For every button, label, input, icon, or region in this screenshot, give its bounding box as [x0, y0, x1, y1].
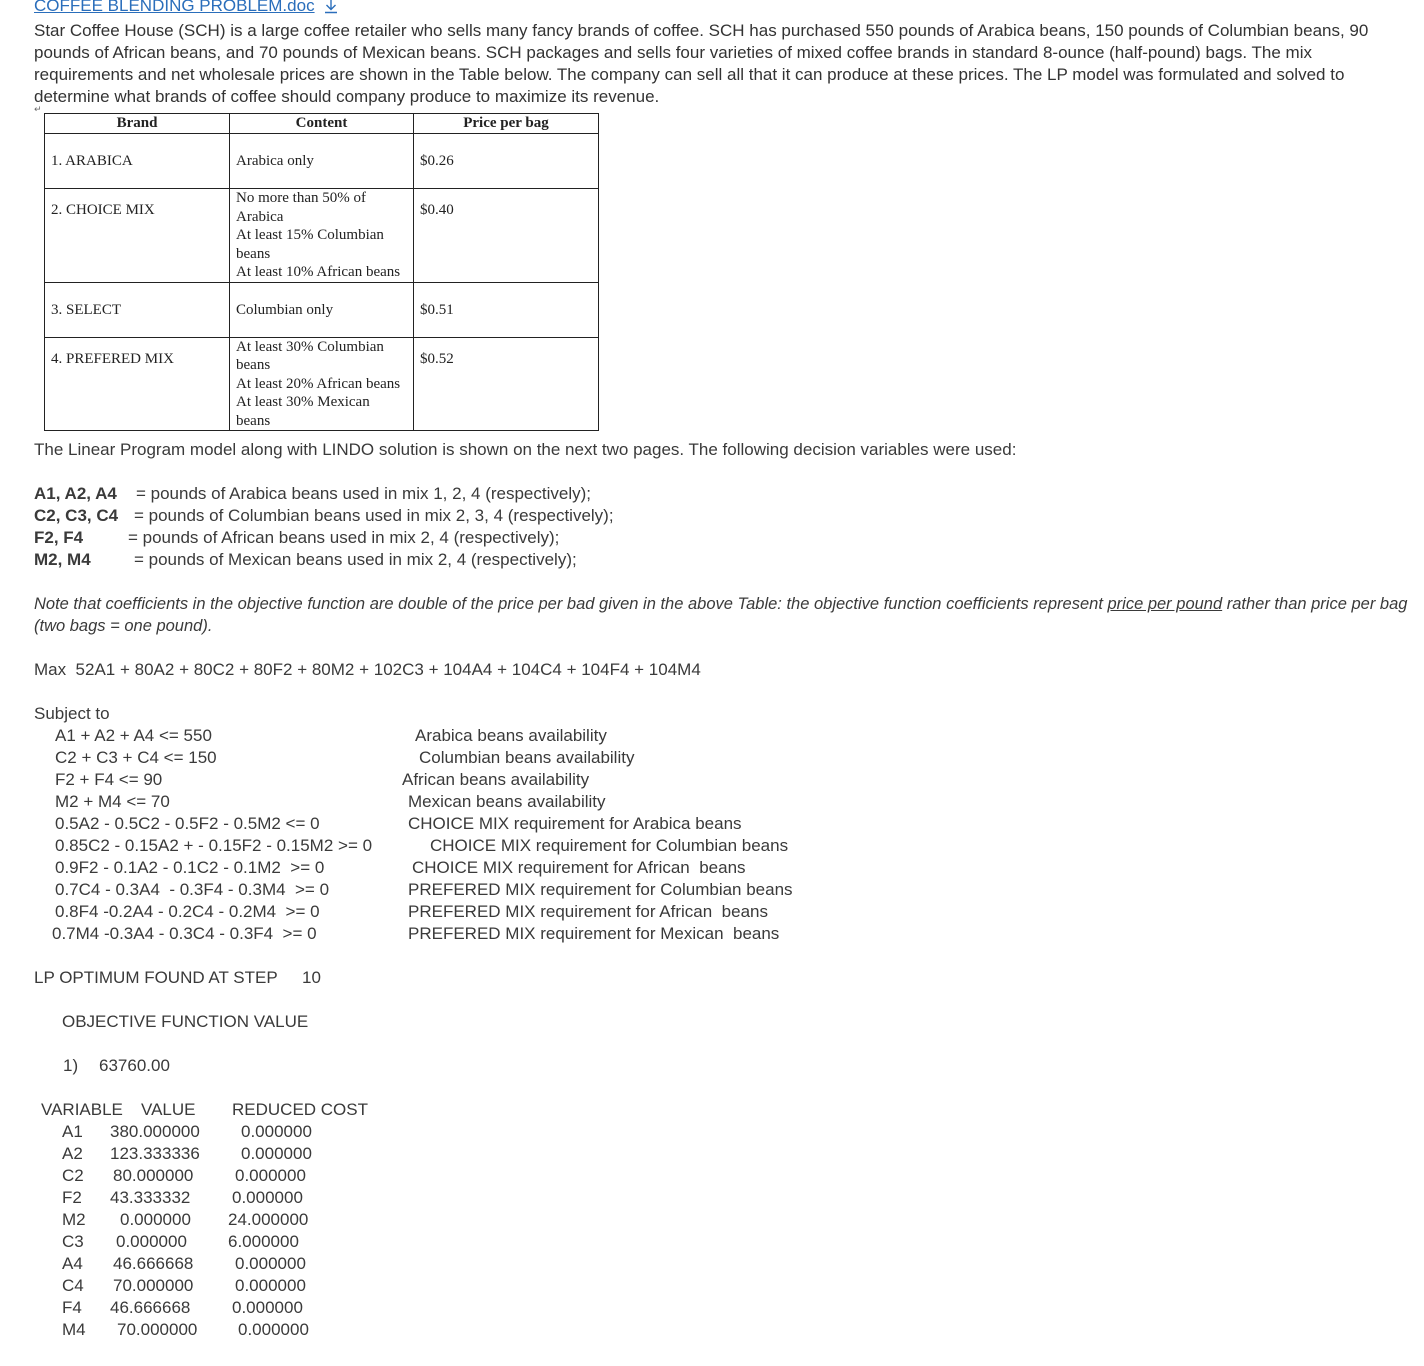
solution-reduced-cost: 0.000000	[232, 1298, 303, 1317]
brand-table	[44, 113, 599, 431]
constraint-label: CHOICE MIX requirement for African beans	[412, 858, 746, 877]
solution-value: 80.000000	[113, 1166, 194, 1185]
content-line: At least 10% African beans	[236, 264, 401, 280]
constraint-label: PREFERED MIX requirement for African beans	[408, 902, 768, 921]
content-line: beans	[236, 245, 271, 262]
solution-value: 46.666668	[110, 1298, 191, 1317]
solution-variable: A4	[62, 1254, 83, 1273]
table-row	[45, 134, 599, 189]
constraint-expr: 0.7M4 -0.3A4 - 0.3C4 - 0.3F4 >= 0	[52, 924, 317, 943]
note-line-1	[34, 593, 1407, 615]
brand-cell: 4. PREFERED MIX	[45, 337, 230, 431]
note-line-2: (two bags = one pound).	[34, 617, 213, 635]
note-text-after: rather than price per bag	[1222, 595, 1408, 613]
solution-value: 70.000000	[113, 1276, 194, 1295]
solution-variable: M2	[62, 1210, 86, 1229]
content-line: Columbian only	[236, 301, 334, 318]
solution-value: 0.000000	[120, 1210, 191, 1229]
solution-variable: C4	[62, 1276, 84, 1295]
download-icon[interactable]	[322, 0, 340, 22]
constraint-expr: C2 + C3 + C4 <= 150	[55, 748, 217, 767]
solution-variable: C3	[62, 1232, 84, 1251]
constraint-label: Columbian beans availability	[419, 748, 635, 767]
solution-value: 70.000000	[117, 1320, 198, 1339]
solution-value: 0.000000	[116, 1232, 187, 1251]
table-row	[45, 189, 599, 283]
solution-reduced-cost: 0.000000	[235, 1166, 306, 1185]
solution-reduced-cost: 0.000000	[241, 1122, 312, 1141]
content-line: At least 15% Columbian	[236, 227, 384, 243]
solution-variable: A2	[62, 1144, 83, 1163]
solution-variable: M4	[62, 1320, 86, 1339]
brand-cell: 2. CHOICE MIX	[45, 189, 230, 283]
col-header-value: VALUE	[141, 1100, 196, 1119]
constraint-expr: 0.8F4 -0.2A4 - 0.2C4 - 0.2M4 >= 0	[55, 902, 320, 921]
table-header-row	[45, 114, 599, 134]
note-underlined: price per pound	[1107, 595, 1223, 613]
variable-name: C2, C3, C4	[34, 506, 119, 525]
header-brand: Brand	[45, 114, 230, 134]
constraint-expr: 0.85C2 - 0.15A2 + - 0.15F2 - 0.15M2 >= 0	[55, 836, 373, 855]
solution-reduced-cost: 0.000000	[235, 1276, 306, 1295]
variable-name: F2, F4	[34, 528, 84, 547]
optimum-step: 10	[302, 968, 321, 987]
objective-value-label: OBJECTIVE FUNCTION VALUE	[62, 1012, 309, 1031]
solution-value: 46.666668	[113, 1254, 194, 1273]
solution-value: 123.333336	[110, 1144, 200, 1163]
content-line: Arabica	[236, 208, 284, 225]
content-line: No more than 50% of	[236, 190, 366, 206]
header-price: Price per bag	[414, 114, 599, 134]
solution-value: 43.333332	[110, 1188, 191, 1207]
solution-reduced-cost: 0.000000	[235, 1254, 306, 1273]
constraint-expr: 0.7C4 - 0.3A4 - 0.3F4 - 0.3M4 >= 0	[55, 880, 330, 899]
constraint-expr: 0.9F2 - 0.1A2 - 0.1C2 - 0.1M2 >= 0	[55, 858, 325, 877]
variable-name: M2, M4	[34, 550, 91, 569]
solution-reduced-cost: 0.000000	[241, 1144, 312, 1163]
constraint-label: CHOICE MIX requirement for Arabica beans	[408, 814, 742, 833]
objective-function: Max 52A1 + 80A2 + 80C2 + 80F2 + 80M2 + 102C3 + 104A4 + 104C4 + 104F4 + 104M4	[34, 660, 701, 679]
objective-index: 1)	[63, 1056, 79, 1075]
variable-desc: = pounds of Arabica beans used in mix 1, 2, 4 (respectively);	[136, 484, 591, 503]
constraint-label: PREFERED MIX requirement for Columbian beans	[408, 880, 793, 899]
solution-value: 380.000000	[110, 1122, 200, 1141]
content-cell	[230, 134, 414, 189]
objective-value: 63760.00	[99, 1056, 170, 1075]
optimum-label: LP OPTIMUM FOUND AT STEP	[34, 968, 278, 987]
price-cell: $0.51	[414, 282, 599, 337]
brand-cell: 3. SELECT	[45, 282, 230, 337]
price-cell: $0.26	[414, 134, 599, 189]
model-intro: The Linear Program model along with LINDO solution is shown on the next two pages. The following decision variables were used:	[34, 440, 1017, 459]
constraint-expr: A1 + A2 + A4 <= 550	[55, 726, 212, 745]
solution-variable: F2	[62, 1188, 82, 1207]
constraint-label: African beans availability	[402, 770, 590, 789]
constraint-label: Mexican beans availability	[408, 792, 606, 811]
subject-to-label: Subject to	[34, 704, 110, 723]
solution-variable: C2	[62, 1166, 84, 1185]
constraint-expr: F2 + F4 <= 90	[55, 770, 163, 789]
col-header-reduced-cost: REDUCED COST	[232, 1100, 369, 1119]
col-header-variable: VARIABLE	[41, 1100, 123, 1119]
constraint-expr: 0.5A2 - 0.5C2 - 0.5F2 - 0.5M2 <= 0	[55, 814, 320, 833]
note-text: Note that coefficients in the objective function are double of the price per bad given in the above Table: the objective function coefficients represent	[34, 595, 1108, 613]
table-row	[45, 337, 599, 431]
variable-desc: = pounds of Columbian beans used in mix 2, 3, 4 (respectively);	[134, 506, 614, 525]
header-content: Content	[230, 114, 414, 134]
brand-cell: 1. ARABICA	[45, 134, 230, 189]
content-cell	[230, 337, 414, 431]
variable-desc: = pounds of African beans used in mix 2, 4 (respectively);	[128, 528, 560, 547]
intro-paragraph: Star Coffee House (SCH) is a large coffee retailer who sells many fancy brands of coffee. SCH has purchased 550 pounds of Arabica beans, 150 pounds of Columbian beans, 90 pounds of African beans, and 70 pounds of Mexican beans. SCH packages and sells four varieties of mixed coffee brands in standard 8-ounce (half-pound) bags. The mix requirements and net wholesale prices are shown in the Table below. The company can sell all that it can produce at these prices. The LP model was formulated and solved to determine what brands of coffee should company produce to maximize its revenue.	[34, 21, 1369, 106]
content-line: At least 20% African beans	[236, 375, 401, 392]
constraint-label: PREFERED MIX requirement for Mexican beans	[408, 924, 780, 943]
solution-reduced-cost: 0.000000	[238, 1320, 309, 1339]
variable-name: A1, A2, A4	[34, 484, 117, 503]
return-icon: ↵	[34, 104, 42, 114]
solution-variable: F4	[62, 1298, 82, 1317]
variable-desc: = pounds of Mexican beans used in mix 2, 4 (respectively);	[134, 550, 577, 569]
content-cell	[230, 189, 414, 283]
price-cell: $0.52	[414, 337, 599, 431]
constraint-label: CHOICE MIX requirement for Columbian beans	[430, 836, 789, 855]
content-line: Arabica only	[236, 153, 314, 169]
content-line: beans	[236, 357, 271, 373]
constraint-expr: M2 + M4 <= 70	[55, 792, 170, 811]
solution-reduced-cost: 24.000000	[228, 1210, 309, 1229]
solution-variable: A1	[62, 1122, 83, 1141]
price-cell: $0.40	[414, 189, 599, 283]
content-line: beans	[236, 412, 271, 429]
table-row	[45, 282, 599, 337]
document-file-link[interactable]: COFFEE BLENDING PROBLEM.doc	[34, 0, 315, 15]
content-line: At least 30% Mexican	[236, 394, 370, 410]
content-cell	[230, 282, 414, 337]
constraint-label: Arabica beans availability	[415, 726, 607, 745]
content-line: At least 30% Columbian	[236, 338, 384, 355]
solution-reduced-cost: 0.000000	[232, 1188, 303, 1207]
solution-reduced-cost: 6.000000	[228, 1232, 299, 1251]
